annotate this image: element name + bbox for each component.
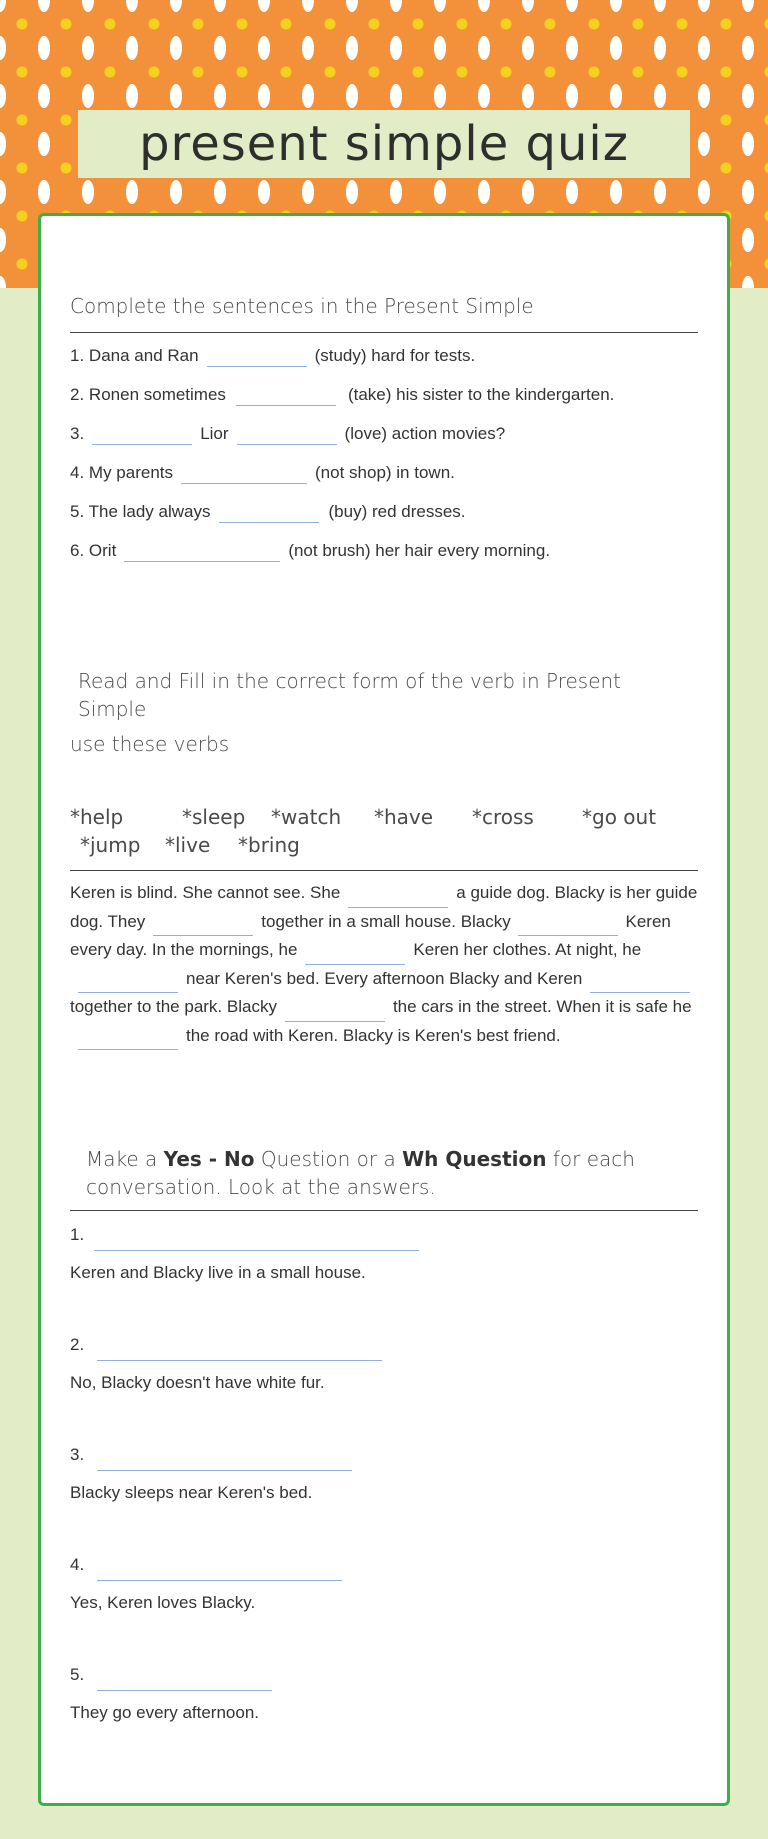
verb-bring: *bring bbox=[238, 833, 300, 857]
q2-answer: No, Blacky doesn't have white fur. bbox=[70, 1373, 325, 1392]
verb-jump: *jump bbox=[80, 833, 141, 857]
s1-item-2: 2. Ronen sometimes (take) his sister to the kindergarten. bbox=[70, 385, 615, 404]
s1-blank-4[interactable] bbox=[181, 464, 307, 484]
section2-subheading: use these verbs bbox=[70, 732, 230, 756]
title-box bbox=[78, 110, 690, 178]
s1-item-6: 6. Orit (not brush) her hair every morning. bbox=[70, 541, 551, 560]
section3-rule bbox=[70, 1210, 698, 1211]
s1-blank-3a[interactable] bbox=[92, 425, 192, 445]
q5-number: 5. bbox=[70, 1665, 85, 1684]
s1-blank-3b[interactable] bbox=[237, 425, 337, 445]
verb-watch: *watch bbox=[271, 805, 342, 829]
q1-input[interactable] bbox=[94, 1250, 419, 1251]
s2-blank-4[interactable] bbox=[305, 945, 405, 965]
verb-cross: *cross bbox=[472, 805, 534, 829]
verb-have: *have bbox=[374, 805, 434, 829]
section1-rule bbox=[70, 332, 698, 333]
s1-blank-1[interactable] bbox=[207, 347, 307, 367]
q3-answer: Blacky sleeps near Keren's bed. bbox=[70, 1483, 313, 1502]
s2-blank-8[interactable] bbox=[78, 1030, 178, 1050]
s1-item-5: 5. The lady always (buy) red dresses. bbox=[70, 502, 466, 521]
s1-item-4: 4. My parents (not shop) in town. bbox=[70, 463, 455, 482]
section3-heading: Make a Yes - No Question or a Wh Question for each conversation. Look at the answers. bbox=[86, 1147, 635, 1199]
section2-heading: Read and Fill in the correct form of the verb in Present Simple bbox=[78, 669, 622, 721]
verb-go-out: *go out bbox=[582, 805, 657, 829]
s2-blank-1[interactable] bbox=[348, 888, 448, 908]
q4-answer: Yes, Keren loves Blacky. bbox=[70, 1593, 256, 1612]
s1-blank-2[interactable] bbox=[236, 386, 336, 406]
q5-answer: They go every afternoon. bbox=[70, 1703, 260, 1722]
q3-input[interactable] bbox=[97, 1470, 352, 1471]
s2-blank-7[interactable] bbox=[285, 1002, 385, 1022]
s1-blank-5[interactable] bbox=[219, 503, 319, 523]
q3-number: 3. bbox=[70, 1445, 85, 1464]
s2-blank-5[interactable] bbox=[78, 973, 178, 993]
q2-number: 2. bbox=[70, 1335, 85, 1354]
q4-number: 4. bbox=[70, 1555, 85, 1574]
s2-blank-6[interactable] bbox=[590, 973, 690, 993]
section1-heading: Complete the sentences in the Present Simple bbox=[70, 294, 534, 318]
q1-answer: Keren and Blacky live in a small house. bbox=[70, 1263, 366, 1282]
q4-input[interactable] bbox=[97, 1580, 342, 1581]
q1-number: 1. bbox=[70, 1225, 85, 1244]
verb-sleep: *sleep bbox=[182, 805, 246, 829]
verb-help: *help bbox=[70, 805, 124, 829]
verb-live: *live bbox=[165, 833, 211, 857]
s2-blank-3[interactable] bbox=[518, 916, 618, 936]
section2-rule bbox=[70, 870, 698, 871]
q5-input[interactable] bbox=[97, 1690, 272, 1691]
page-title: present simple quiz bbox=[139, 116, 629, 172]
s1-blank-6[interactable] bbox=[124, 542, 280, 562]
cloze-paragraph: Keren is blind. She cannot see. She a guide dog. Blacky is her guide dog. They together in a small house. Blacky Keren every day. In the mornings, he Keren her clothes. At night, henear Keren's bed. Every afternoon Blacky and Kerentogether to the park. Blacky the cars in the street. When it is safe hethe road with Keren. Blacky is Keren's best friend. bbox=[70, 879, 700, 1050]
s1-item-1: 1. Dana and Ran (study) hard for tests. bbox=[70, 346, 476, 365]
s1-item-3: 3. Lior (love) action movies? bbox=[70, 424, 506, 443]
q2-input[interactable] bbox=[97, 1360, 382, 1361]
s2-blank-2[interactable] bbox=[153, 916, 253, 936]
verb-bank bbox=[70, 805, 698, 865]
